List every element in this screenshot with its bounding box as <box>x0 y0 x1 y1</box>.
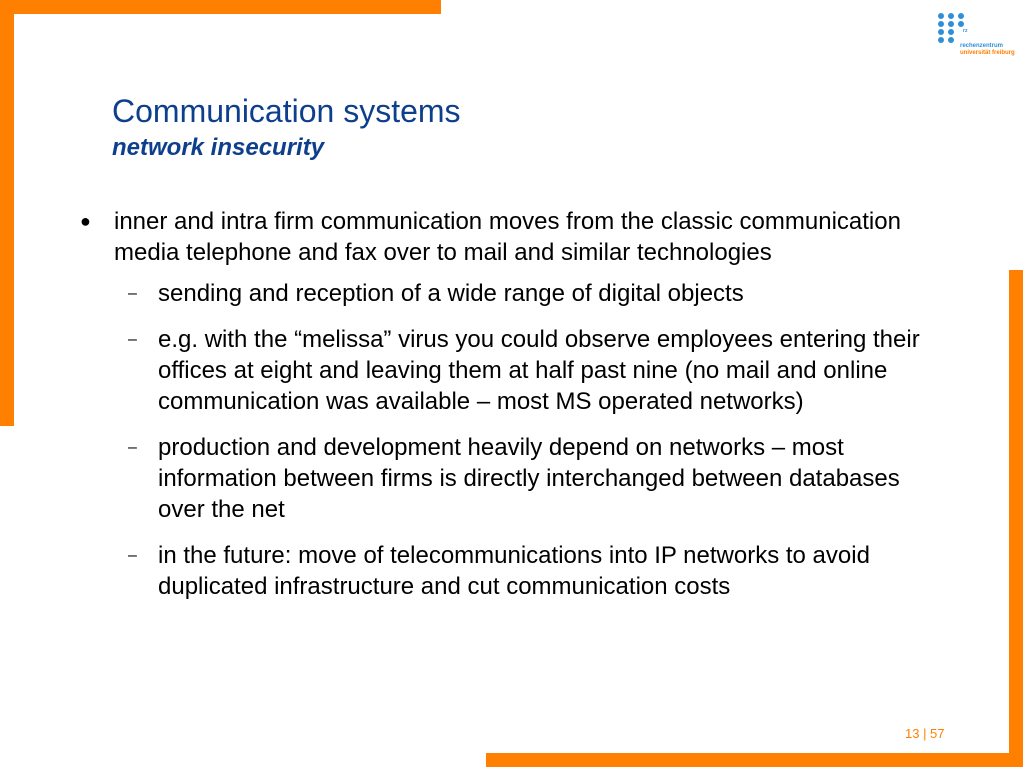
sub-bullet-text: e.g. with the “melissa” virus you could observe employees entering their offices at eight and leaving them at half past nine (no mail and online communication was available – most MS operated networks) <box>158 326 920 415</box>
orange-frame-top <box>0 0 441 14</box>
slide-title: Communication systems <box>112 93 461 129</box>
logo-line-2: universität freiburg <box>960 50 1015 56</box>
dash-marker-icon: – <box>128 331 137 348</box>
sub-bullet-item <box>70 278 950 309</box>
sub-bullet-text: in the future: move of telecommunications into IP networks to avoid duplicated infrastructure and cut communication costs <box>158 542 870 600</box>
logo-line-1: rechenzentrum <box>960 43 1004 49</box>
dash-marker-icon: – <box>128 547 137 564</box>
page-number: 13 | 57 <box>905 726 945 741</box>
sub-bullet-list <box>70 278 950 602</box>
logo-name <box>960 43 1015 57</box>
rechenzentrum-logo <box>938 13 1018 63</box>
orange-frame-right <box>1009 270 1023 767</box>
logo-rz-text: rz <box>963 28 968 34</box>
sub-bullet-item <box>70 324 950 417</box>
sub-bullet-text: sending and reception of a wide range of digital objects <box>158 280 744 307</box>
sub-bullet-item <box>70 540 950 602</box>
dash-marker-icon: – <box>128 439 137 456</box>
bullet-text: inner and intra firm communication moves from the classic communication media telephone and fax over to mail and similar technologies <box>114 208 901 266</box>
orange-frame-left <box>0 0 14 426</box>
bullet-dot-icon: ● <box>80 211 91 231</box>
slide-subtitle: network insecurity <box>112 134 325 161</box>
logo-dot-grid-icon <box>938 13 978 43</box>
dash-marker-icon: – <box>128 285 137 302</box>
orange-frame-bottom <box>486 753 1023 767</box>
sub-bullet-text: production and development heavily depend on networks – most information between firms is directly interchanged between databases over the net <box>158 434 900 523</box>
sub-bullet-item <box>70 432 950 525</box>
slide-content <box>70 206 950 617</box>
bullet-item <box>70 206 950 268</box>
